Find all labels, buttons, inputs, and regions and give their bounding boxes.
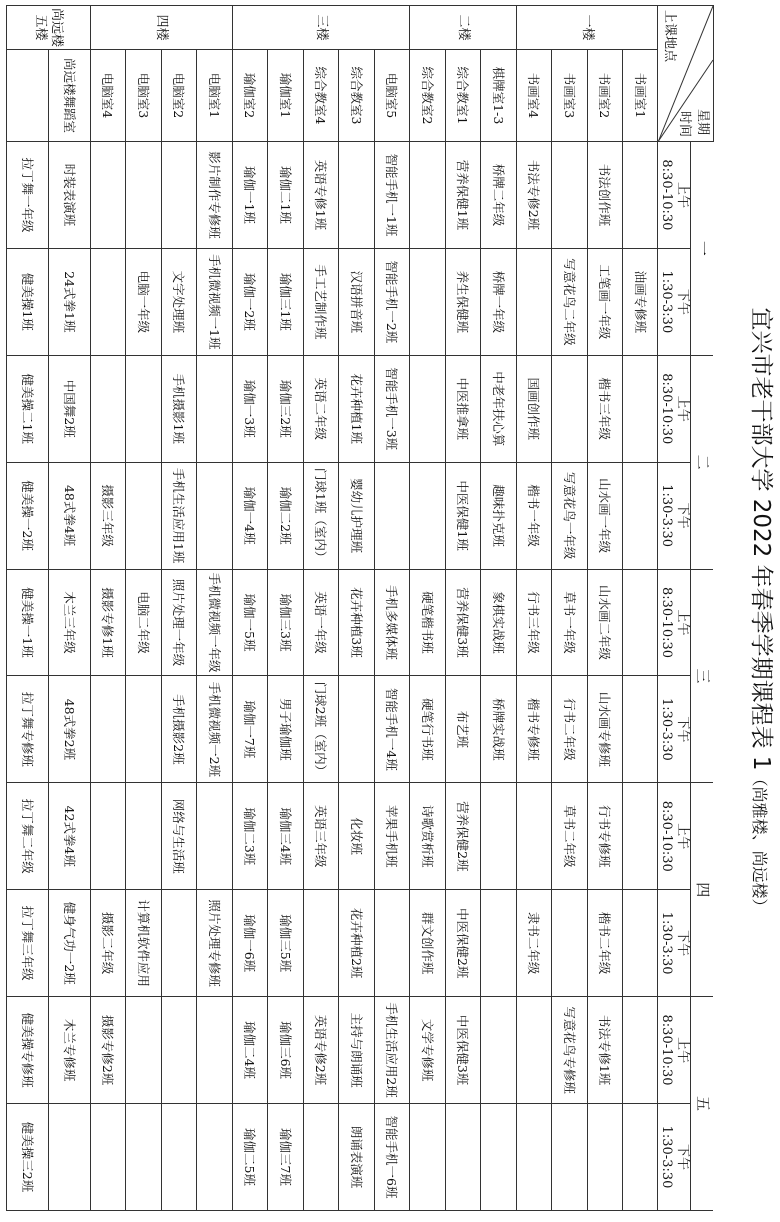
- schedule-table: [6, 5, 714, 1211]
- class-cell: 影片制作专修班: [197, 142, 232, 249]
- table-row: [126, 6, 161, 1211]
- class-cell: 瑜伽三3班: [268, 569, 303, 676]
- class-cell: [374, 462, 409, 569]
- room-label: [7, 50, 49, 142]
- class-cell: 网络与生活班: [161, 783, 196, 890]
- session-half: 上午: [675, 181, 691, 208]
- class-cell: [623, 355, 658, 462]
- class-cell: [516, 1104, 551, 1211]
- class-cell: 写意花鸟专修班: [552, 997, 587, 1104]
- session-half: 下午: [675, 288, 691, 315]
- session-header-row: [658, 6, 691, 1211]
- building-label: 四楼: [90, 6, 232, 50]
- session-time: 8:30-10:30: [659, 586, 675, 659]
- class-cell: 摄影专修1班: [90, 569, 125, 676]
- class-cell: 群文创作班: [410, 890, 445, 997]
- schedule-body: [7, 6, 659, 1211]
- class-cell: 手机生活应用2班: [374, 997, 409, 1104]
- class-cell: 中老年扶心算: [481, 355, 516, 462]
- class-cell: [126, 997, 161, 1104]
- class-cell: 营养保健2班: [445, 783, 480, 890]
- class-cell: 油画专修班: [623, 248, 658, 355]
- room-label: 书画室3: [552, 50, 587, 142]
- class-cell: 健美操一1班: [7, 569, 49, 676]
- class-cell: [623, 142, 658, 249]
- title-sub: （尚雅楼、尚远楼）: [750, 770, 769, 915]
- class-cell: [410, 142, 445, 249]
- session-time: 1:30-3:30: [659, 911, 675, 975]
- room-label: 电脑室4: [90, 50, 125, 142]
- class-cell: [90, 783, 125, 890]
- class-cell: 瑜伽一1班: [232, 142, 267, 249]
- class-cell: 电脑一年级: [126, 248, 161, 355]
- class-cell: [374, 890, 409, 997]
- class-cell: [623, 569, 658, 676]
- session-header: [658, 142, 691, 249]
- class-cell: [410, 462, 445, 569]
- corner-weekday-label: 星期: [695, 108, 710, 135]
- day-header: 五: [691, 997, 714, 1211]
- session-half: 上午: [675, 609, 691, 636]
- corner-header: [658, 6, 714, 142]
- class-cell: 照片处理一年级: [161, 569, 196, 676]
- class-cell: 中医保健3班: [445, 997, 480, 1104]
- class-cell: 门球1班（室内）: [303, 462, 338, 569]
- class-cell: 桥牌一年级: [481, 248, 516, 355]
- class-cell: 手机生活应用1班: [161, 462, 196, 569]
- class-cell: 智能手机一1班: [374, 142, 409, 249]
- class-cell: 文学专修班: [410, 997, 445, 1104]
- session-time: 8:30-10:30: [659, 159, 675, 231]
- class-cell: 摄影三年级: [90, 462, 125, 569]
- class-cell: 隶书二年级: [516, 890, 551, 997]
- title-main: 宜兴市老干部大学 2022 年春季学期课程表 1: [748, 307, 774, 771]
- class-cell: [516, 997, 551, 1104]
- class-cell: 摄影二年级: [90, 890, 125, 997]
- session-half: 上午: [675, 1037, 691, 1064]
- room-label: 棋牌室1-3: [481, 50, 516, 142]
- class-cell: 瑜伽一5班: [232, 569, 267, 676]
- class-cell: [90, 676, 125, 783]
- class-cell: 瑜伽二2班: [268, 462, 303, 569]
- session-header: [658, 783, 691, 890]
- building-label: 一楼: [516, 6, 658, 50]
- class-cell: 花卉种植3班: [339, 569, 374, 676]
- session-time: 8:30-10:30: [659, 1014, 675, 1086]
- day-header: 三: [691, 569, 714, 783]
- session-time: 1:30-3:30: [659, 270, 675, 334]
- class-cell: 山水画一年级: [587, 462, 622, 569]
- class-cell: 硬笔行书班: [410, 676, 445, 783]
- table-row: [516, 6, 551, 1211]
- class-cell: [90, 142, 125, 249]
- class-cell: 化妆班: [339, 783, 374, 890]
- class-cell: [90, 355, 125, 462]
- class-cell: 书法专修2班: [516, 142, 551, 249]
- class-cell: 瑜伽三1班: [268, 248, 303, 355]
- session-header: [658, 569, 691, 676]
- class-cell: 桥牌实战班: [481, 676, 516, 783]
- class-cell: 英语一年级: [303, 569, 338, 676]
- session-half: 上午: [675, 395, 691, 422]
- class-cell: 花卉种植2班: [339, 890, 374, 997]
- class-cell: [161, 890, 196, 997]
- class-cell: 草书二年级: [552, 783, 587, 890]
- class-cell: 瑜伽二4班: [232, 997, 267, 1104]
- class-cell: [161, 1104, 196, 1211]
- class-cell: [90, 1104, 125, 1211]
- class-cell: [126, 355, 161, 462]
- class-cell: 手机微视频一年级: [197, 569, 232, 676]
- class-cell: [623, 676, 658, 783]
- building-label: 三楼: [232, 6, 409, 50]
- class-cell: [126, 462, 161, 569]
- class-cell: 门球2班（室内）: [303, 676, 338, 783]
- class-cell: 行书三年级: [516, 569, 551, 676]
- class-cell: 瑜伽二1班: [268, 142, 303, 249]
- class-cell: 手机微视频一2班: [197, 676, 232, 783]
- class-cell: 手机摄影2班: [161, 676, 196, 783]
- class-cell: 英语专修2班: [303, 997, 338, 1104]
- class-cell: [339, 676, 374, 783]
- class-cell: 英语三年级: [303, 783, 338, 890]
- day-header: 二: [691, 355, 714, 569]
- table-row: [481, 6, 516, 1211]
- session-half: 下午: [675, 716, 691, 743]
- class-cell: [410, 248, 445, 355]
- session-time: 1:30-3:30: [659, 1125, 675, 1189]
- class-cell: 拉丁舞专修班: [7, 676, 49, 783]
- session-time: 1:30-3:30: [659, 698, 675, 761]
- class-cell: 电脑二年级: [126, 569, 161, 676]
- table-row: [48, 6, 90, 1211]
- class-cell: 手机多媒体班: [374, 569, 409, 676]
- class-cell: 工笔画一年级: [587, 248, 622, 355]
- class-cell: [197, 997, 232, 1104]
- class-cell: 中医推拿班: [445, 355, 480, 462]
- room-label: 书画室1: [623, 50, 658, 142]
- class-cell: [623, 783, 658, 890]
- class-cell: 花卉种植1班: [339, 355, 374, 462]
- class-cell: 象棋实战班: [481, 569, 516, 676]
- session-header: [658, 248, 691, 355]
- room-label: 综合教室4: [303, 50, 338, 142]
- session-half: 上午: [675, 823, 691, 850]
- session-header: [658, 676, 691, 783]
- class-cell: 主持与朗诵班: [339, 997, 374, 1104]
- class-cell: [552, 142, 587, 249]
- class-cell: [197, 355, 232, 462]
- session-header: [658, 890, 691, 997]
- class-cell: 行书专修班: [587, 783, 622, 890]
- class-cell: 婴幼儿护理班: [339, 462, 374, 569]
- class-cell: 24式拳1班: [48, 248, 90, 355]
- class-cell: [339, 142, 374, 249]
- class-cell: 时装表演班: [48, 142, 90, 249]
- class-cell: 山水画二年级: [587, 569, 622, 676]
- class-cell: 楷书一年级: [516, 462, 551, 569]
- class-cell: [516, 783, 551, 890]
- class-cell: 智能手机一4班: [374, 676, 409, 783]
- class-cell: 趣味扑克班: [481, 462, 516, 569]
- class-cell: 营养保健1班: [445, 142, 480, 249]
- class-cell: 中国舞2班: [48, 355, 90, 462]
- class-cell: 瑜伽一2班: [232, 248, 267, 355]
- class-cell: 瑜伽二3班: [232, 783, 267, 890]
- class-cell: 文字处理班: [161, 248, 196, 355]
- class-cell: 布艺班: [445, 676, 480, 783]
- table-row: [552, 6, 587, 1211]
- table-row: [90, 6, 125, 1211]
- class-cell: 楷书专修班: [516, 676, 551, 783]
- class-cell: 朗诵表演班: [339, 1104, 374, 1211]
- class-cell: 英语二年级: [303, 355, 338, 462]
- class-cell: [481, 783, 516, 890]
- class-cell: 48式拳2班: [48, 676, 90, 783]
- session-header: [658, 1104, 691, 1211]
- class-cell: [410, 1104, 445, 1211]
- class-cell: 拉丁舞二年级: [7, 783, 49, 890]
- table-row: [374, 6, 409, 1211]
- class-cell: 42式拳4班: [48, 783, 90, 890]
- session-time: 8:30-10:30: [659, 373, 675, 445]
- room-label: 尚远楼舞蹈室: [48, 50, 90, 142]
- class-cell: 桥牌二年级: [481, 142, 516, 249]
- day-header-row: [691, 6, 714, 1211]
- class-cell: 手工艺制作班: [303, 248, 338, 355]
- class-cell: [197, 783, 232, 890]
- session-header: [658, 462, 691, 569]
- room-label: 瑜伽室2: [232, 50, 267, 142]
- class-cell: [126, 676, 161, 783]
- table-row: [339, 6, 374, 1211]
- class-cell: 瑜伽三2班: [268, 355, 303, 462]
- class-cell: 瑜伽三7班: [268, 1104, 303, 1211]
- class-cell: 苹果手机班: [374, 783, 409, 890]
- class-cell: 瑜伽一6班: [232, 890, 267, 997]
- class-cell: [48, 1104, 90, 1211]
- session-time: 8:30-10:30: [659, 800, 675, 872]
- session-header: [658, 355, 691, 462]
- class-cell: [587, 1104, 622, 1211]
- corner-time-label: 时间: [677, 110, 692, 137]
- session-time: 1:30-3:30: [659, 484, 675, 547]
- class-cell: 健美操专修班: [7, 997, 49, 1104]
- room-label: 综合教室3: [339, 50, 374, 142]
- class-cell: 国画创作班: [516, 355, 551, 462]
- class-cell: [303, 1104, 338, 1211]
- class-cell: 瑜伽三4班: [268, 783, 303, 890]
- session-half: 下午: [675, 502, 691, 529]
- class-cell: 中医保健2班: [445, 890, 480, 997]
- class-cell: 瑜伽三6班: [268, 997, 303, 1104]
- class-cell: 木兰专修班: [48, 997, 90, 1104]
- table-row: [623, 6, 658, 1211]
- class-cell: 书法创作班: [587, 142, 622, 249]
- class-cell: 手机微视频一1班: [197, 248, 232, 355]
- class-cell: [516, 248, 551, 355]
- class-cell: 健美操一2班: [7, 462, 49, 569]
- class-cell: 硬笔楷书班: [410, 569, 445, 676]
- table-row: [197, 6, 232, 1211]
- class-cell: 健身气功一2班: [48, 890, 90, 997]
- class-cell: [126, 783, 161, 890]
- class-cell: 照片处理专修班: [197, 890, 232, 997]
- class-cell: 智能手机一6班: [374, 1104, 409, 1211]
- table-row: [161, 6, 196, 1211]
- room-label: 书画室2: [587, 50, 622, 142]
- class-cell: [552, 890, 587, 997]
- class-cell: 英语专修1班: [303, 142, 338, 249]
- corner-location-label: 上课地点: [662, 10, 678, 63]
- class-cell: [126, 142, 161, 249]
- class-cell: 瑜伽一4班: [232, 462, 267, 569]
- class-cell: 手机摄影1班: [161, 355, 196, 462]
- class-cell: 行书二年级: [552, 676, 587, 783]
- class-cell: 摄影专修2班: [90, 997, 125, 1104]
- class-cell: 智能手机一3班: [374, 355, 409, 462]
- class-cell: [161, 997, 196, 1104]
- class-cell: 瑜伽三5班: [268, 890, 303, 997]
- class-cell: 写意花鸟一年级: [552, 462, 587, 569]
- class-cell: 智能手机一2班: [374, 248, 409, 355]
- session-header: [658, 997, 691, 1104]
- room-label: 电脑室2: [161, 50, 196, 142]
- day-header: 一: [691, 142, 714, 356]
- table-row: [445, 6, 480, 1211]
- class-cell: 男子瑜伽班: [268, 676, 303, 783]
- class-cell: [481, 890, 516, 997]
- room-label: 电脑室1: [197, 50, 232, 142]
- room-label: 电脑室5: [374, 50, 409, 142]
- class-cell: 拉丁舞一年级: [7, 142, 49, 249]
- table-row: [7, 6, 49, 1211]
- session-half: 下午: [675, 930, 691, 957]
- class-cell: 木兰三年级: [48, 569, 90, 676]
- class-cell: [445, 1104, 480, 1211]
- session-half: 下午: [675, 1144, 691, 1171]
- class-cell: 健美操二1班: [7, 355, 49, 462]
- class-cell: 养生保健班: [445, 248, 480, 355]
- class-cell: [410, 355, 445, 462]
- class-cell: [197, 462, 232, 569]
- class-cell: 写意花鸟二年级: [552, 248, 587, 355]
- building-label: 尚远楼五楼: [7, 6, 91, 50]
- class-cell: [623, 462, 658, 569]
- class-cell: 48式拳4班: [48, 462, 90, 569]
- class-cell: 健美操三2班: [7, 1104, 49, 1211]
- table-row: [303, 6, 338, 1211]
- class-cell: 楷书三年级: [587, 355, 622, 462]
- building-label: 二楼: [410, 6, 516, 50]
- class-cell: 拉丁舞三年级: [7, 890, 49, 997]
- class-cell: 营养保健3班: [445, 569, 480, 676]
- table-row: [232, 6, 267, 1211]
- class-cell: 书法专修1班: [587, 997, 622, 1104]
- class-cell: 山水画专修班: [587, 676, 622, 783]
- class-cell: [552, 355, 587, 462]
- room-label: 电脑室3: [126, 50, 161, 142]
- class-cell: 瑜伽二5班: [232, 1104, 267, 1211]
- class-cell: 草书一年级: [552, 569, 587, 676]
- class-cell: [197, 1104, 232, 1211]
- class-cell: [623, 997, 658, 1104]
- class-cell: 诗歌赏析班: [410, 783, 445, 890]
- class-cell: 楷书二年级: [587, 890, 622, 997]
- document-title: [742, 0, 780, 1222]
- class-cell: [481, 1104, 516, 1211]
- class-cell: [623, 1104, 658, 1211]
- class-cell: 瑜伽一3班: [232, 355, 267, 462]
- table-row: [268, 6, 303, 1211]
- day-header: 四: [691, 783, 714, 997]
- class-cell: [90, 248, 125, 355]
- class-cell: [303, 890, 338, 997]
- room-label: 书画室4: [516, 50, 551, 142]
- class-cell: 计算机软件应用: [126, 890, 161, 997]
- room-label: 综合教室2: [410, 50, 445, 142]
- table-row: [410, 6, 445, 1211]
- class-cell: 中医保健1班: [445, 462, 480, 569]
- class-cell: 健美操1班: [7, 248, 49, 355]
- class-cell: [481, 997, 516, 1104]
- class-cell: [161, 142, 196, 249]
- class-cell: 汉语拼音班: [339, 248, 374, 355]
- class-cell: [623, 890, 658, 997]
- room-label: 瑜伽室1: [268, 50, 303, 142]
- class-cell: [552, 1104, 587, 1211]
- class-cell: 瑜伽一7班: [232, 676, 267, 783]
- class-cell: [126, 1104, 161, 1211]
- room-label: 综合教室1: [445, 50, 480, 142]
- table-row: [587, 6, 622, 1211]
